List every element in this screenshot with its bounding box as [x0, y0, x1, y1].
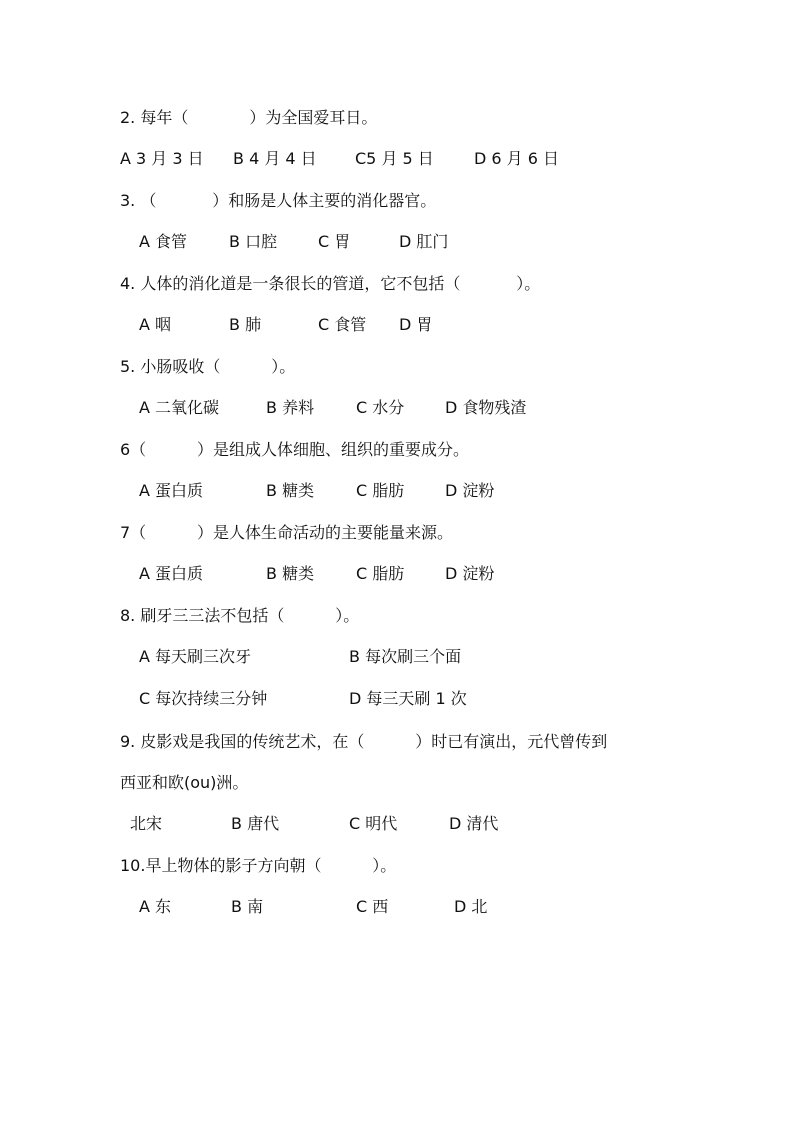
q3-option-b: B 口腔 [229, 232, 278, 251]
question-10: 10.早上物体的影子方向朝（ ）。 [120, 856, 397, 875]
q6-option-c: C 脂肪 [356, 481, 405, 500]
q9-option-c: C 明代 [349, 814, 398, 833]
question-6: 6（ ）是组成人体细胞、组织的重要成分。 [120, 440, 470, 459]
q9-option-a: 北宋 [130, 814, 163, 833]
q5-option-a: A 二氧化碳 [139, 398, 220, 417]
q5-option-c: C 水分 [356, 398, 405, 417]
q6-option-a: A 蛋白质 [139, 481, 204, 500]
q8-option-d: D 每三天刷 1 次 [349, 689, 467, 708]
q4-option-c: C 食管 [318, 315, 367, 334]
question-2: 2. 每年（ ）为全国爱耳日。 [120, 108, 378, 127]
q4-option-d: D 胃 [399, 315, 433, 334]
q7-option-d: D 淀粉 [445, 564, 495, 583]
question-7: 7（ ）是人体生命活动的主要能量来源。 [120, 523, 454, 542]
q2-option-a: A 3 月 3 日 [120, 149, 204, 168]
q3-option-c: C 胃 [318, 232, 351, 251]
q5-option-d: D 食物残渣 [445, 398, 527, 417]
q3-option-a: A 食管 [139, 232, 188, 251]
question-8: 8. 刷牙三三法不包括（ ）。 [120, 606, 360, 625]
question-5: 5. 小肠吸收（ ）。 [120, 357, 296, 376]
q2-option-b: B 4 月 4 日 [233, 149, 317, 168]
question-4: 4. 人体的消化道是一条很长的管道，它不包括（ ）。 [120, 274, 541, 293]
q7-option-b: B 糖类 [266, 564, 315, 583]
q9-option-b: B 唐代 [231, 814, 280, 833]
q8-option-c: C 每次持续三分钟 [139, 689, 268, 708]
q7-option-c: C 脂肪 [356, 564, 405, 583]
question-9-continued: 西亚和欧(ou)洲。 [120, 773, 249, 792]
q10-option-d: D 北 [454, 897, 488, 916]
q2-option-d: D 6 月 6 日 [474, 149, 560, 168]
q7-option-a: A 蛋白质 [139, 564, 204, 583]
question-3: 3. （ ）和肠是人体主要的消化器官。 [120, 191, 437, 210]
q4-option-a: A 咽 [139, 315, 172, 334]
q8-option-b: B 每次刷三个面 [349, 647, 462, 666]
q3-option-d: D 肛门 [399, 232, 449, 251]
q6-option-d: D 淀粉 [445, 481, 495, 500]
q2-option-c: C5 月 5 日 [355, 149, 434, 168]
q10-option-b: B 南 [231, 897, 264, 916]
q8-option-a: A 每天刷三次牙 [139, 647, 252, 666]
q5-option-b: B 养料 [266, 398, 315, 417]
q10-option-c: C 西 [356, 897, 389, 916]
question-9: 9. 皮影戏是我国的传统艺术，在（ ）时已有演出，元代曾传到 [120, 732, 608, 751]
q9-option-d: D 清代 [449, 814, 499, 833]
q10-option-a: A 东 [139, 897, 172, 916]
q4-option-b: B 肺 [229, 315, 262, 334]
q6-option-b: B 糖类 [266, 481, 315, 500]
